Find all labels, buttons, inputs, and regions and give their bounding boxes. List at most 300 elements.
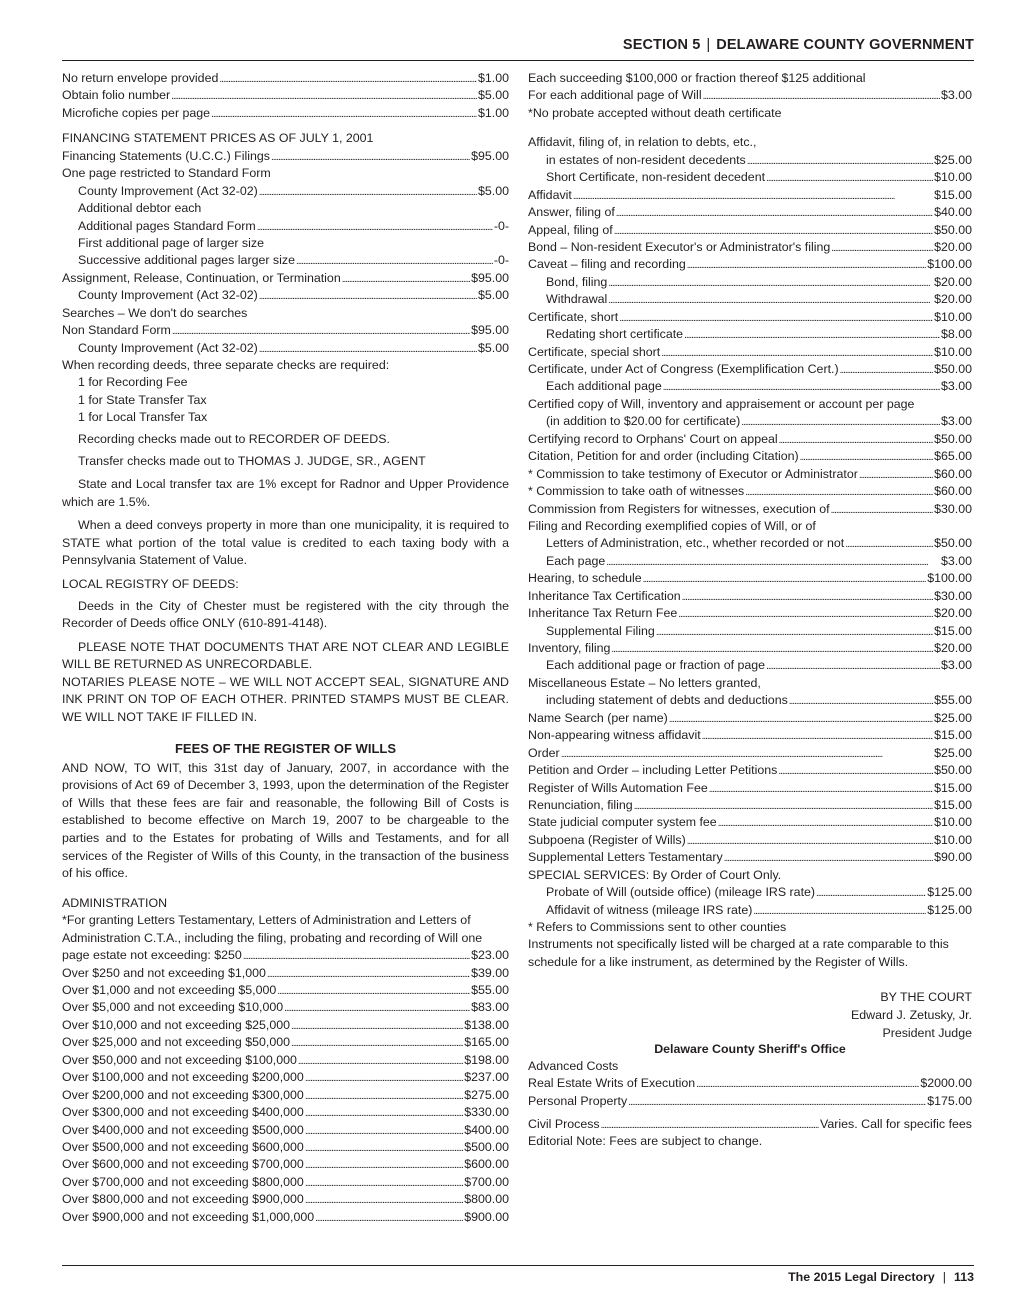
fee-amount: $10.00 <box>934 344 972 359</box>
fee-label: County Improvement (Act 32-02) <box>78 183 258 198</box>
fee-amount: -0- <box>493 253 509 268</box>
fee-label: Affidavit <box>528 187 572 202</box>
administration-intro-line-2: Administration C.T.A., including the filing, probating and recording of Will one <box>62 930 483 945</box>
fee-label: Over $50,000 and not exceeding $100,000 <box>62 1052 297 1067</box>
dot-leader <box>211 105 477 122</box>
fee-label: Filing and Recording exemplified copies of Will, or of <box>528 518 816 533</box>
fee-row <box>528 70 972 87</box>
fee-label: * Commission to take testimony of Executor or Administrator <box>528 466 858 481</box>
dot-leader <box>243 947 470 964</box>
fee-amount: $2000.00 <box>920 1076 972 1091</box>
fee-amount: $15.00 <box>934 780 972 795</box>
dot-leader <box>305 1104 463 1121</box>
dot-leader <box>753 902 926 919</box>
fee-label: Citation, Petition for and order (including Citation) <box>528 449 799 464</box>
financing-heading: FINANCING STATEMENT PRICES AS OF JULY 1, 2001 <box>62 131 374 146</box>
fee-label: Over $600,000 and not exceeding $700,000 <box>62 1157 304 1172</box>
fee-amount: $10.00 <box>934 815 972 830</box>
fee-label: Supplemental Filing <box>546 623 655 638</box>
fee-label: Certificate, short <box>528 309 619 324</box>
fee-row <box>528 239 972 256</box>
fee-label: Over $800,000 and not exceeding $900,000 <box>62 1192 304 1207</box>
fee-row <box>62 70 509 87</box>
fee-amount: $10.00 <box>934 832 972 847</box>
fee-label: Over $500,000 and not exceeding $600,000 <box>62 1139 304 1154</box>
dot-leader <box>789 692 933 709</box>
register-of-wills-heading: FEES OF THE REGISTER OF WILLS <box>174 740 396 756</box>
dot-leader <box>606 553 940 570</box>
fee-amount: $50.00 <box>934 362 972 376</box>
fee-row <box>62 374 509 391</box>
fee-row <box>62 357 509 374</box>
fee-amount: $60.00 <box>934 466 972 481</box>
court-by: BY THE COURT <box>880 989 972 1004</box>
fee-row <box>528 570 972 587</box>
fee-label: Bond, filing <box>546 274 608 289</box>
fee-row <box>528 762 972 779</box>
dot-leader <box>724 849 933 866</box>
fee-label: Assignment, Release, Continuation, or Termination <box>62 270 341 285</box>
fee-row <box>528 501 972 518</box>
fee-label: Each succeeding $100,000 or fraction thereof $125 additional <box>528 71 866 85</box>
fee-amount: $3.00 <box>940 379 972 394</box>
fee-label: Redating short certificate <box>546 327 684 342</box>
dot-leader <box>718 814 933 831</box>
fee-label: Renunciation, filing <box>528 797 633 812</box>
dot-leader <box>778 762 933 779</box>
fee-amount: $175.00 <box>927 1093 972 1108</box>
fee-label: Certificate, special short <box>528 344 661 359</box>
fee-amount: $30.00 <box>934 588 972 603</box>
fee-row <box>62 87 509 104</box>
fee-label: * Refers to Commissions sent to other counties <box>528 920 787 934</box>
dot-leader <box>800 448 933 465</box>
fee-label: Each page <box>546 553 606 568</box>
dot-leader <box>271 148 470 165</box>
fee-label: Certificate, under Act of Congress (Exemplification Cert.) <box>528 362 839 376</box>
dot-leader <box>259 287 477 304</box>
dot-leader <box>611 640 933 657</box>
fee-label: Name Search (per name) <box>528 710 668 725</box>
fee-amount: $95.00 <box>471 148 509 163</box>
dot-leader <box>267 965 470 982</box>
legibility-note: PLEASE NOTE THAT DOCUMENTS THAT ARE NOT CLEAR AND LEGIBLE WILL BE RETURNED AS UNRECORDABLE. <box>62 639 509 672</box>
fee-row <box>528 204 972 221</box>
fee-amount: $3.00 <box>940 658 972 673</box>
fee-label: in estates of non-resident decedents <box>546 152 746 167</box>
dot-leader <box>687 832 933 849</box>
fee-label: When recording deeds, three separate checks are required: <box>62 358 390 372</box>
fee-label: First additional page of larger size <box>78 235 264 250</box>
fee-row <box>62 1034 509 1051</box>
fee-label: Over $400,000 and not exceeding $500,000 <box>62 1122 304 1137</box>
fee-row <box>62 999 509 1016</box>
fee-amount: $20.00 <box>934 606 972 621</box>
dot-leader <box>703 87 940 104</box>
fee-label: Order <box>528 745 560 760</box>
fee-row <box>528 745 972 762</box>
fee-label: Searches – We don't do searches <box>62 305 248 320</box>
fee-label: page estate not exceeding: $250 <box>62 948 242 963</box>
fee-row <box>62 165 509 182</box>
fee-row <box>528 1058 972 1075</box>
fee-row <box>528 448 972 465</box>
fee-label: Bond – Non-resident Executor's or Administrator's filing <box>528 239 831 254</box>
recording-checks-note: Recording checks made out to RECORDER OF DEEDS. <box>78 431 390 446</box>
fee-amount: $700.00 <box>464 1174 509 1189</box>
dot-leader <box>741 413 940 430</box>
fee-amount: $95.00 <box>471 270 509 285</box>
fee-row <box>62 1122 509 1139</box>
fee-row <box>528 535 972 552</box>
fee-row <box>62 965 509 982</box>
fee-label: 1 for Recording Fee <box>78 375 188 390</box>
administration-heading: ADMINISTRATION <box>62 895 168 910</box>
dot-leader <box>628 1093 926 1110</box>
fee-amount: $50.00 <box>934 763 972 778</box>
fee-row <box>528 675 972 692</box>
fee-label: Over $25,000 and not exceeding $50,000 <box>62 1035 291 1050</box>
fee-amount: $198.00 <box>464 1052 509 1067</box>
fee-label: Each additional page <box>546 379 662 394</box>
fee-row <box>528 291 972 308</box>
dot-leader <box>601 1116 819 1133</box>
fee-row <box>62 218 509 235</box>
fee-label: including statement of debts and deductions <box>546 693 788 708</box>
register-fee-list <box>528 134 972 936</box>
fee-row <box>528 344 972 361</box>
fee-row <box>62 1174 509 1191</box>
register-intro: AND NOW, TO WIT, this 31st day of January, 2007, in accordance with the provisions of Act 69 of December 3, 1993, upon the determination of the Register of Wills that these fees are fair and reasonable, the following Bill of Costs is established to become effective on March 19, 2007 to be chargeable to the parties and to the Estates for probating of Wills and Testaments, and for all services of the Register of Wills of this County, in the transaction of the business of his office. <box>62 760 509 881</box>
fee-amount: $3.00 <box>940 553 972 568</box>
financing-fee-list <box>62 148 509 427</box>
fee-label: 1 for State Transfer Tax <box>78 392 207 407</box>
dot-leader <box>766 169 933 186</box>
fee-row <box>62 409 509 426</box>
fee-row <box>528 867 972 884</box>
fee-label: Letters of Administration, etc., whether recorded or not <box>546 536 845 551</box>
fee-row <box>528 187 972 204</box>
fee-label: State judicial computer system fee <box>528 815 717 830</box>
fee-label: Certifying record to Orphans' Court on appeal <box>528 431 778 446</box>
dot-leader <box>678 605 933 622</box>
fee-row <box>528 553 972 570</box>
fee-row <box>62 1087 509 1104</box>
fee-row <box>62 305 509 322</box>
fee-amount: $237.00 <box>464 1070 509 1085</box>
fee-row <box>528 727 972 744</box>
dot-leader <box>305 1087 463 1104</box>
fee-row <box>528 797 972 814</box>
fee-row <box>528 87 972 104</box>
fee-row <box>528 413 972 430</box>
dot-leader <box>669 710 933 727</box>
dot-leader <box>305 1069 463 1086</box>
dot-leader <box>259 340 477 357</box>
fee-row <box>528 431 972 448</box>
fee-label: County Improvement (Act 32-02) <box>78 340 258 355</box>
fee-row <box>62 183 509 200</box>
fee-amount: $50.00 <box>934 222 972 237</box>
fee-label: Over $300,000 and not exceeding $400,000 <box>62 1105 304 1120</box>
fee-amount: $1.00 <box>477 105 509 120</box>
fee-amount: $90.00 <box>934 850 972 865</box>
dot-leader <box>616 204 933 221</box>
dot-leader <box>561 745 933 762</box>
dot-leader <box>845 535 933 552</box>
fee-row <box>528 1075 972 1092</box>
dot-leader <box>608 274 933 291</box>
fee-label: Over $5,000 and not exceeding $10,000 <box>62 1000 284 1015</box>
fee-amount: $8.00 <box>940 327 972 342</box>
fee-label: Over $700,000 and not exceeding $800,000 <box>62 1174 304 1189</box>
fee-amount: $100.00 <box>927 257 972 272</box>
dot-leader <box>696 1075 919 1092</box>
dot-leader <box>661 344 933 361</box>
fee-row <box>528 919 972 936</box>
dot-leader <box>608 291 933 308</box>
fee-row <box>62 270 509 287</box>
fee-label: SPECIAL SERVICES: By Order of Court Only. <box>528 867 782 882</box>
fee-label: Over $1,000 and not exceeding $5,000 <box>62 983 277 997</box>
fee-amount: $275.00 <box>464 1087 509 1102</box>
fee-label: Affidavit of witness (mileage IRS rate) <box>546 902 753 917</box>
dot-leader <box>656 623 933 640</box>
fee-row <box>528 884 972 901</box>
fee-row <box>528 814 972 831</box>
fee-amount: $40.00 <box>934 205 972 220</box>
fee-row <box>528 466 972 483</box>
page-footer <box>788 1270 974 1284</box>
deed-conveys-note: When a deed conveys property in more than one municipality, it is required to STATE what portion of the total value is credited to each taxing body with a Pennsylvania Statement of Value. <box>62 518 509 568</box>
fee-row <box>528 378 972 395</box>
fee-label: Non-appearing witness affidavit <box>528 728 701 743</box>
sheriff-office-heading: Delaware County Sheriff's Office <box>654 1041 846 1056</box>
fee-row <box>528 361 972 378</box>
fee-row <box>62 287 509 304</box>
dot-leader <box>277 982 470 999</box>
fee-label: Additional debtor each <box>78 201 202 216</box>
fee-row <box>528 849 972 866</box>
header-title: DELAWARE COUNTY GOVERNMENT <box>716 37 974 53</box>
fee-amount: $800.00 <box>464 1192 509 1207</box>
fee-row <box>528 309 972 326</box>
fee-row <box>528 710 972 727</box>
fee-row <box>528 134 972 151</box>
fee-row <box>528 274 972 291</box>
civil-process-label: Civil Process <box>528 1116 600 1131</box>
dot-leader <box>816 884 926 901</box>
dot-leader <box>663 378 940 395</box>
fee-row <box>528 152 972 169</box>
fee-label: Over $250 and not exceeding $1,000 <box>62 965 266 980</box>
civil-process-value: Varies. Call for specific fees <box>820 1116 972 1131</box>
fee-amount: $10.00 <box>934 309 972 324</box>
fee-amount: $15.00 <box>934 623 972 638</box>
fee-label: 1 for Local Transfer Tax <box>78 410 208 425</box>
fee-row <box>62 105 509 122</box>
fee-label: Advanced Costs <box>528 1058 619 1073</box>
dot-leader <box>305 1139 463 1156</box>
fee-label: Hearing, to schedule <box>528 571 642 586</box>
fee-label: Petition and Order – including Letter Petitions <box>528 763 778 778</box>
transfer-checks-note: Transfer checks made out to THOMAS J. JUDGE, SR., AGENT <box>78 454 426 469</box>
judge-name: Edward J. Zetusky, Jr. <box>851 1007 972 1022</box>
fee-row <box>62 1191 509 1208</box>
fee-amount: $20.00 <box>934 274 972 289</box>
fee-row <box>528 780 972 797</box>
fee-row <box>528 326 972 343</box>
fee-amount: $15.00 <box>934 187 972 202</box>
fee-label: Probate of Will (outside office) (mileage IRS rate) <box>546 885 816 900</box>
dot-leader <box>172 322 470 339</box>
administration-intro-line-1: *For granting Letters Testamentary, Letters of Administration and Letters of <box>62 913 471 928</box>
fee-label: *No probate accepted without death certificate <box>528 105 782 120</box>
fee-row <box>62 1017 509 1034</box>
fee-row <box>62 200 509 217</box>
fee-label: * Commission to take oath of witnesses <box>528 484 745 499</box>
fee-row <box>62 340 509 357</box>
fee-amount: $25.00 <box>934 710 972 725</box>
fee-amount: $83.00 <box>471 1000 509 1015</box>
transfer-tax-note: State and Local transfer tax are 1% except for Radnor and Upper Providence which are 1.5%. <box>62 476 509 509</box>
fee-amount: $30.00 <box>934 501 972 516</box>
fee-row <box>62 1104 509 1121</box>
fee-label: Inheritance Tax Return Fee <box>528 606 678 621</box>
fee-amount: $10.00 <box>934 170 972 185</box>
dot-leader <box>259 183 477 200</box>
fee-amount: $95.00 <box>471 323 509 338</box>
fee-label: Inheritance Tax Certification <box>528 588 681 603</box>
dot-leader <box>305 1174 463 1191</box>
fee-amount: $23.00 <box>471 948 509 963</box>
fee-label: Affidavit, filing of, in relation to debts, etc., <box>528 135 757 150</box>
fee-amount: $3.00 <box>940 414 972 429</box>
fee-amount: $5.00 <box>477 340 509 355</box>
fee-row <box>62 148 509 165</box>
dot-leader <box>305 1156 463 1173</box>
will-page-fee-list <box>528 70 972 122</box>
dot-leader <box>766 657 940 674</box>
fee-row <box>528 623 972 640</box>
fee-row <box>62 1052 509 1069</box>
fee-label: County Improvement (Act 32-02) <box>78 288 258 303</box>
fee-label: For each additional page of Will <box>528 88 702 103</box>
fee-label: Short Certificate, non-resident decedent <box>546 170 766 185</box>
fee-row <box>62 1156 509 1173</box>
dot-leader <box>634 797 933 814</box>
dot-leader <box>315 1209 463 1226</box>
fee-amount: $1.00 <box>477 71 509 85</box>
dot-leader <box>291 1034 463 1051</box>
fee-label: Personal Property <box>528 1093 628 1108</box>
fee-label: Commission from Registers for witnesses, execution of <box>528 501 830 516</box>
fee-amount: $20.00 <box>934 239 972 254</box>
dot-leader <box>305 1191 463 1208</box>
civil-process-row <box>528 1116 972 1133</box>
dot-leader <box>342 270 470 287</box>
fee-amount: $55.00 <box>934 693 972 708</box>
fee-label: Certified copy of Will, inventory and appraisement or account per page <box>528 396 915 411</box>
fee-row <box>62 235 509 252</box>
fee-label: Over $200,000 and not exceeding $300,000 <box>62 1087 304 1102</box>
fee-row <box>528 692 972 709</box>
dot-leader <box>687 256 926 273</box>
instruments-note: Instruments not specifically listed will be charged at a rate comparable to this schedule for a like instrument, as determined by the Register of Wills. <box>528 937 949 970</box>
fee-amount: $500.00 <box>464 1139 509 1154</box>
fee-amount: $39.00 <box>471 965 509 980</box>
dot-leader <box>296 252 493 269</box>
fee-row <box>528 640 972 657</box>
fee-amount: $5.00 <box>477 288 509 303</box>
fee-row <box>62 947 509 964</box>
page-number: 113 <box>954 1270 974 1284</box>
fee-amount: $55.00 <box>471 983 509 997</box>
fee-row <box>528 902 972 919</box>
page-header <box>62 36 974 61</box>
fee-amount: $5.00 <box>477 183 509 198</box>
judge-title: President Judge <box>882 1025 972 1040</box>
fee-amount: $400.00 <box>464 1122 509 1137</box>
fee-amount: $125.00 <box>927 885 972 900</box>
fee-label: Real Estate Writs of Execution <box>528 1076 696 1091</box>
fee-amount: $5.00 <box>477 88 509 103</box>
fee-row <box>528 396 972 413</box>
fee-row <box>528 588 972 605</box>
fee-amount: -0- <box>493 218 509 233</box>
fee-amount: $330.00 <box>464 1105 509 1120</box>
sheriff-fee-list <box>528 1058 972 1110</box>
fee-label: Over $900,000 and not exceeding $1,000,000 <box>62 1209 315 1224</box>
fee-row <box>528 105 972 122</box>
recorder-fee-list <box>62 70 509 122</box>
fee-amount: $60.00 <box>934 484 972 499</box>
fee-label: (in addition to $20.00 for certificate) <box>546 414 741 429</box>
header-divider: | <box>706 36 711 53</box>
fee-amount: $65.00 <box>934 449 972 464</box>
fee-label: Subpoena (Register of Wills) <box>528 832 686 847</box>
fee-amount: $165.00 <box>464 1035 509 1050</box>
dot-leader <box>684 326 940 343</box>
fee-row <box>62 1139 509 1156</box>
footer-rule <box>62 1265 974 1266</box>
fee-row <box>528 483 972 500</box>
fee-amount: $20.00 <box>934 292 972 307</box>
fee-label: One page restricted to Standard Form <box>62 166 271 181</box>
dot-leader <box>171 87 477 104</box>
fee-row <box>528 1093 972 1110</box>
dot-leader <box>643 570 927 587</box>
fee-amount: $50.00 <box>934 536 972 551</box>
dot-leader <box>709 780 933 797</box>
fee-amount: $138.00 <box>464 1017 509 1032</box>
dot-leader <box>573 187 933 204</box>
administration-fee-list <box>62 947 509 1226</box>
fee-label: Inventory, filing <box>528 641 611 655</box>
fee-amount: $100.00 <box>927 571 972 586</box>
fee-label: Microfiche copies per page <box>62 105 211 120</box>
footer-divider: | <box>942 1270 946 1284</box>
fee-row <box>528 222 972 239</box>
fee-row <box>62 322 509 339</box>
fee-row <box>62 982 509 999</box>
court-signature <box>528 988 972 1042</box>
fee-amount: $25.00 <box>934 152 972 167</box>
fee-label: Non Standard Form <box>62 323 171 338</box>
right-column <box>528 70 972 1151</box>
fee-row <box>528 657 972 674</box>
dot-leader <box>840 361 934 378</box>
